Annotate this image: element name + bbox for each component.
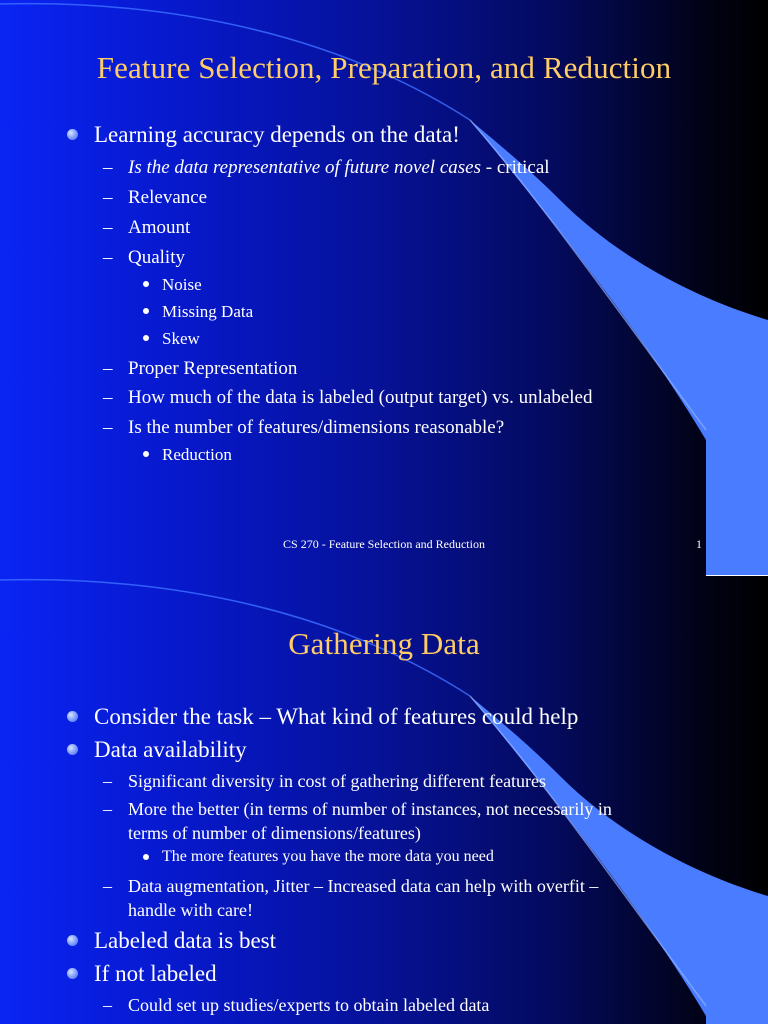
sub-item — [103, 357, 298, 381]
slide-title: Gathering Data — [288, 626, 480, 661]
dot-icon — [143, 451, 149, 457]
sub-item-text: Significant diversity in cost of gathering different features — [128, 771, 547, 791]
sub-item — [103, 874, 599, 898]
dash-icon: – — [103, 995, 112, 1015]
dash-icon: – — [103, 876, 112, 896]
sub-item — [103, 186, 208, 210]
sub-item-continuation — [128, 821, 421, 845]
sub-item-text: Quality — [128, 247, 185, 268]
dot-icon — [143, 335, 149, 341]
sub-item-text: Relevance — [128, 187, 208, 208]
sub-sub-item-text: The more features you have the more data you need — [162, 848, 494, 865]
sub-item-text: Proper Representation — [128, 358, 298, 379]
dot-icon — [143, 281, 149, 287]
sub-sub-item-text: Reduction — [162, 445, 232, 464]
sub-sub-item-text: Missing Data — [162, 302, 254, 321]
sub-sub-item — [162, 848, 494, 866]
bullet-text: Consider the task – What kind of features could help — [94, 704, 579, 729]
bullet-text: If not labeled — [94, 961, 217, 986]
bullet-text: Learning accuracy depends on the data! — [94, 122, 460, 147]
bullet-item — [94, 704, 578, 730]
sub-sub-item — [162, 302, 253, 322]
sub-item-text: Data augmentation, Jitter – Increased data can help with overfit – — [128, 876, 599, 896]
dash-icon: – — [103, 387, 113, 408]
dash-icon: – — [103, 799, 112, 819]
sub-item — [103, 386, 593, 410]
dash-icon: – — [103, 358, 113, 379]
sub-item-text: How much of the data is labeled (output target) vs. unlabeled — [128, 387, 593, 408]
bullet-icon — [67, 711, 78, 722]
sub-item — [103, 246, 185, 270]
sub-item — [103, 216, 191, 240]
sub-item-text: Is the number of features/dimensions reasonable? — [128, 417, 505, 438]
sub-item — [103, 416, 505, 440]
sub-item-continuation — [128, 898, 253, 922]
sub-item — [103, 769, 547, 793]
bullet-icon — [67, 968, 78, 979]
sub-item-text: terms of number of dimensions/features) — [128, 823, 421, 843]
bullet-text: Data availability — [94, 737, 247, 762]
bullet-item — [94, 961, 217, 987]
sub-sub-item-text: Noise — [162, 275, 202, 294]
sub-item-text: Amount — [128, 217, 191, 238]
dash-icon: – — [103, 187, 113, 208]
sub-sub-item-text: Skew — [162, 329, 200, 348]
bullet-icon — [67, 935, 78, 946]
sub-item — [103, 993, 490, 1017]
sub-item-italic: Is the data representative of future novel cases — [128, 157, 481, 178]
dot-icon — [143, 308, 149, 314]
sub-sub-item — [162, 329, 200, 349]
sub-item-text: - critical — [481, 157, 550, 178]
dash-icon: – — [103, 157, 113, 178]
sub-item-text: handle with care! — [128, 900, 253, 920]
bullet-item — [94, 928, 276, 954]
dash-icon: – — [103, 417, 113, 438]
page-number: 1 — [696, 537, 702, 551]
sub-item — [103, 156, 550, 180]
bullet-icon — [67, 744, 78, 755]
slide-title: Feature Selection, Preparation, and Reduction — [96, 50, 672, 85]
slide-2 — [0, 576, 768, 1024]
bullet-text: Labeled data is best — [94, 928, 277, 953]
bullet-icon — [67, 129, 78, 140]
sub-item-text: More the better (in terms of number of instances, not necessarily in — [128, 799, 612, 819]
sub-sub-item — [162, 445, 232, 465]
dot-icon — [143, 854, 149, 860]
slide-footer: CS 270 - Feature Selection and Reduction — [283, 537, 485, 551]
sub-item-text: Could set up studies/experts to obtain labeled data — [128, 995, 490, 1015]
sub-item — [103, 797, 612, 821]
bullet-item — [94, 122, 460, 148]
dash-icon: – — [103, 247, 113, 268]
sub-sub-item — [162, 275, 202, 295]
dash-icon: – — [103, 217, 113, 238]
bullet-item — [94, 737, 247, 763]
dash-icon: – — [103, 771, 112, 791]
